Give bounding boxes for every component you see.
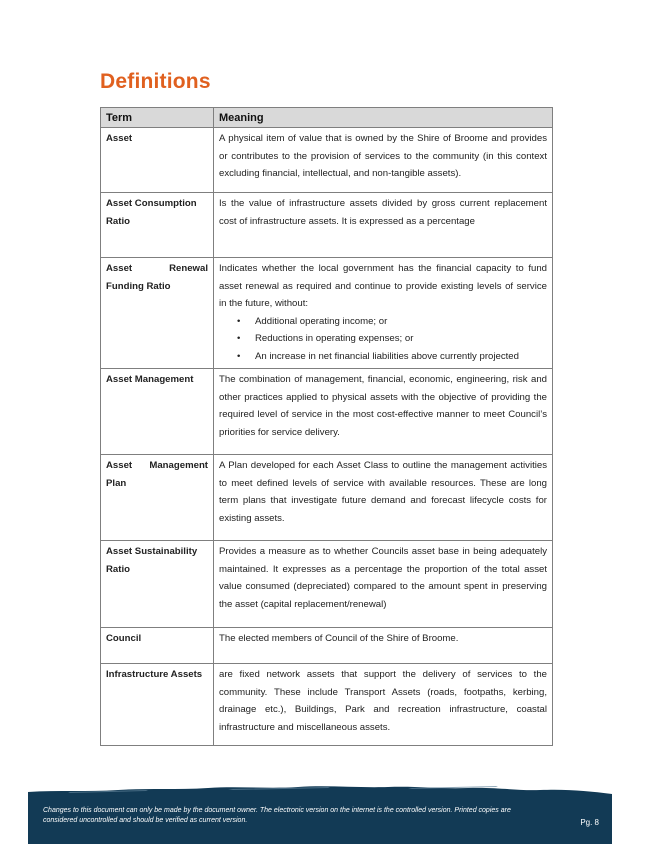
term-asset-consumption-ratio: Asset Consumption Ratio <box>101 193 214 258</box>
meaning-infrastructure-assets: are fixed network assets that support the delivery of services to the community. These include Transport Assets (roads, footpaths, kerbing, drainage etc.), Buildings, Park and recreation infrastructure, coastal infrastructure and miscellaneous assets. <box>214 664 553 746</box>
term-asset-management: Asset Management <box>101 369 214 455</box>
table-row <box>101 664 553 746</box>
list-item: • Additional operating income; or <box>255 313 547 331</box>
term-line: Funding Ratio <box>106 280 171 292</box>
header-meaning: Meaning <box>214 108 553 128</box>
table-row <box>101 541 553 628</box>
term-infrastructure-assets: Infrastructure Assets <box>101 664 214 746</box>
page-footer <box>28 782 612 844</box>
term-line: Plan <box>106 477 127 489</box>
table-header-row <box>101 108 553 128</box>
page-title: Definitions <box>100 70 211 93</box>
table-row <box>101 369 553 455</box>
term-line: Asset Management <box>106 460 208 471</box>
bullet-list <box>219 313 547 366</box>
meaning-council: The elected members of Council of the Shire of Broome. <box>214 628 553 664</box>
meaning-asset-sustainability-ratio: Provides a measure as to whether Councils asset base in being adequately maintained. It expresses as a percentage the proportion of the total asset value consumed (depreciated) compared to the amount spent in preserving the asset (capital replacement/renewal) <box>214 541 553 628</box>
term-council: Council <box>101 628 214 664</box>
meaning-asset-management: The combination of management, financial, economic, engineering, risk and other practices applied to physical assets with the objective of providing the required level of service in the most cost-effective manner to meet Council’s priorities for service delivery. <box>214 369 553 455</box>
list-item: • An increase in net financial liabilities above currently projected <box>255 348 547 366</box>
meaning-asset-consumption-ratio: Is the value of infrastructure assets divided by gross current replacement cost of infrastructure assets. It is expressed as a percentage <box>214 193 553 258</box>
list-item: • Reductions in operating expenses; or <box>255 330 547 348</box>
term-asset-renewal-funding-ratio <box>101 258 214 369</box>
table-row <box>101 455 553 541</box>
table-row <box>101 128 553 193</box>
footer-wave-graphic <box>28 782 612 804</box>
term-asset: Asset <box>101 128 214 193</box>
term-asset-management-plan <box>101 455 214 541</box>
header-term: Term <box>101 108 214 128</box>
term-asset-sustainability-ratio: Asset Sustainability Ratio <box>101 541 214 628</box>
meaning-asset-renewal-funding-ratio <box>214 258 553 369</box>
meaning-text: Indicates whether the local government has the financial capacity to fund asset renewal as required and continue to provide existing levels of service in the future, without: <box>219 263 547 309</box>
meaning-asset: A physical item of value that is owned by the Shire of Broome and provides or contributes to the provision of services to the community (in this context excluding financial, intellectual, and non-tangible assets). <box>214 128 553 193</box>
term-line: Asset Renewal <box>106 263 208 274</box>
footer-disclaimer: Changes to this document can only be made by the document owner. The electronic version on the internet is the controlled version. Printed copies are considered uncontrolled and should be verified as current version. <box>43 807 511 824</box>
table-row <box>101 628 553 664</box>
table-row <box>101 193 553 258</box>
definitions-table <box>100 107 553 746</box>
page-number: Pg. 8 <box>580 818 599 827</box>
table-row <box>101 258 553 369</box>
meaning-asset-management-plan: A Plan developed for each Asset Class to outline the management activities to meet defined levels of service with available resources. These are long term plans that investigate future demand and forecast lifecycle costs for existing assets. <box>214 455 553 541</box>
